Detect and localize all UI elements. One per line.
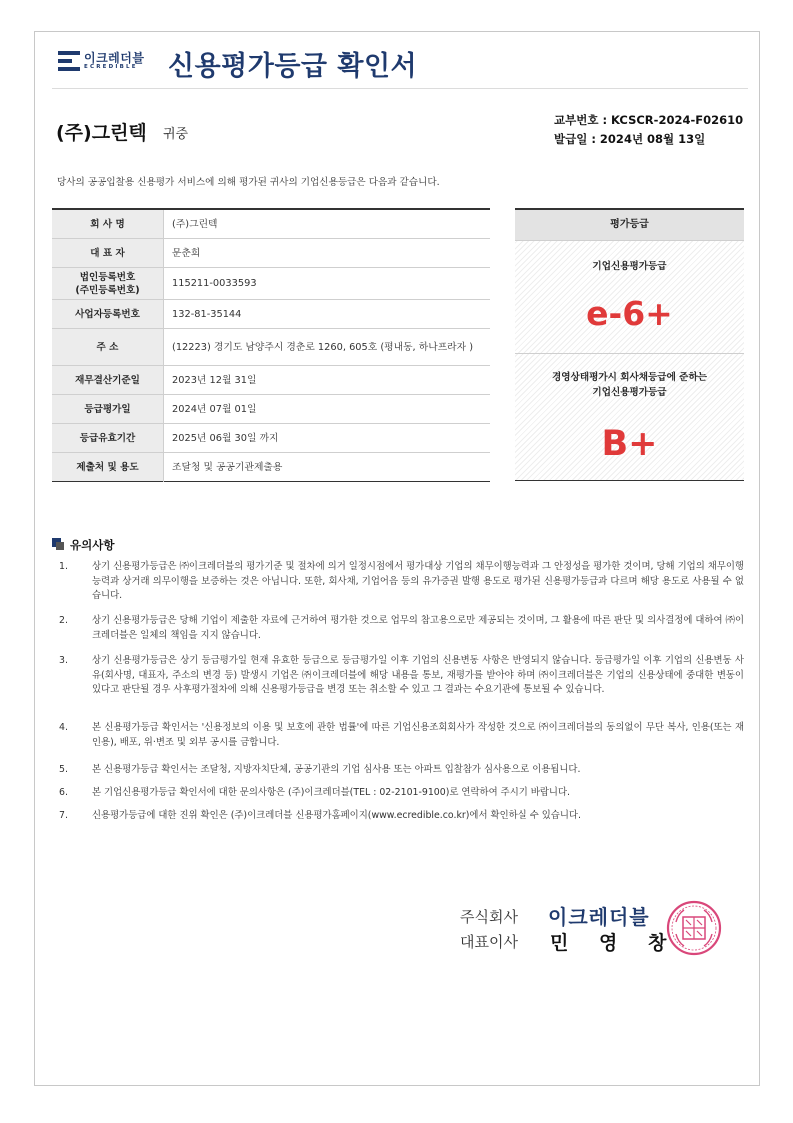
table-row <box>52 424 490 453</box>
table-row <box>52 300 490 329</box>
intro-text: 당사의 공공입찰용 신용평가 서비스에 의해 평가된 귀사의 기업신용등급은 다음과 같습니다. <box>57 177 440 188</box>
issue-date: 발급일 : 2024년 08월 13일 <box>554 132 706 146</box>
fiscal-date-value: 2023년 12월 31일 <box>164 366 491 395</box>
note-number: 2. <box>59 615 68 626</box>
signature-ceo-prefix: 대표이사 <box>460 933 518 951</box>
address-value: (12223) 경기도 남양주시 경춘로 1260, 605호 (평내동, 하나프라자 ) <box>164 329 491 366</box>
rated-date-label: 등급평가일 <box>52 395 164 424</box>
company-name-value: (주)그린텍 <box>164 209 491 239</box>
purpose-value: 조달청 및 공공기관제출용 <box>172 461 283 473</box>
notes-title: 유의사항 <box>70 538 115 552</box>
issue-number: 교부번호 : KCSCR-2024-F02610 <box>554 113 744 127</box>
note-text: 본 신용평가등급 확인서는 '신용정보의 이용 및 보호에 관한 법률'에 따른 기업신용조회회사가 작성한 것으로 ㈜이크레더블의 동의없이 무단 복사, 인용(또는 재인용), 배포, 위·변조 및 외부 공시를 금합니다. <box>92 722 744 748</box>
signature-company: 이크레더블 <box>548 905 650 929</box>
ceo-value: 문춘희 <box>164 239 491 268</box>
logo-mark-icon <box>58 51 80 71</box>
note-text: 상기 신용평가등급은 당해 기업이 제출한 자료에 근거하여 평가한 것으로 업무의 참고용으로만 제공되는 것이며, 그 활용에 따른 판단 및 의사결정에 대하여 ㈜이크레더블은 일체의 책임을 지지 않습니다. <box>92 615 744 641</box>
note-number: 3. <box>59 655 68 666</box>
company-info-table <box>52 208 490 482</box>
recipient-name: (주)그린텍 <box>56 122 147 144</box>
table-row <box>52 268 490 300</box>
fiscal-date-label: 재무결산기준일 <box>52 366 164 395</box>
table-row <box>52 453 490 482</box>
notes-square-icon <box>52 538 64 550</box>
note-number: 7. <box>59 810 68 821</box>
rating-box <box>515 208 744 481</box>
ceo-label: 대 표 자 <box>52 239 164 268</box>
note-number: 1. <box>59 561 68 572</box>
signature-corp-prefix: 주식회사 <box>460 908 518 926</box>
note-text: 본 신용평가등급 확인서는 조달청, 지방자치단체, 공공기관의 기업 심사용 또는 아파트 입찰참가 심사용으로 이용됩니다. <box>92 764 581 775</box>
purpose-label: 제출처 및 용도 <box>52 453 164 482</box>
table-row <box>52 395 490 424</box>
note-text: 상기 신용평가등급은 ㈜이크레더블의 평가기준 및 절차에 의거 일정시점에서 평가대상 기업의 채무이행능력과 그 안정성을 평가한 것이며, 당해 기업의 채무이행능력과 상거래 의무이행을 보증하는 것은 아닙니다. 또한, 회사채, 기업어음 등의 유가증권 발행 용도로 평가된 신용평가등급과 다르며 해당 용도로 사용될 수 없습니다. <box>92 561 744 602</box>
note-number: 5. <box>59 764 68 775</box>
corp-no-label-line1: 법인등록번호 <box>79 271 136 283</box>
table-row <box>52 209 490 239</box>
corp-no-value: 115211-0033593 <box>164 268 491 300</box>
header-divider <box>52 88 748 89</box>
document-title: 신용평가등급 확인서 <box>168 51 418 82</box>
bond-equivalent-label <box>515 370 744 400</box>
signature-ceo-name: 민 영 창 <box>550 932 679 954</box>
table-row <box>52 366 490 395</box>
credit-rating-grade: e-6+ <box>586 294 673 333</box>
logo-subtext: ECREDIBLE <box>84 64 138 70</box>
bond-equivalent-grade: B+ <box>601 424 658 464</box>
table-row <box>52 239 490 268</box>
rated-date-value: 2024년 07월 01일 <box>164 395 491 424</box>
corp-no-label <box>52 268 164 300</box>
logo-text: 이크레더블 <box>84 51 145 65</box>
biz-no-label: 사업자등록번호 <box>52 300 164 329</box>
corp-no-label-line2: (주민등록번호) <box>75 284 140 296</box>
note-text: 본 기업신용평가등급 확인서에 대한 문의사항은 (주)이크레더블(TEL : 02-2101-9100)로 연락하여 주시기 바랍니다. <box>92 787 570 798</box>
note-text: 신용평가등급에 대한 진위 확인은 (주)이크레더블 신용평가홈페이지(www.ecredible.co.kr)에서 확인하실 수 있습니다. <box>92 810 581 821</box>
company-logo <box>58 49 152 73</box>
note-text: 상기 신용평가등급은 상기 등급평가일 현재 유효한 등급으로 등급평가일 이후 기업의 신용변동 사항은 반영되지 않습니다. 등급평가일 이후 기업의 신용변동 사유(회사명, 대표자, 주소의 변경 등) 발생시 기업은 ㈜이크레더블에 해당 내용을 통보, 재평가를 받아야 하며 ㈜이크레더블은 기업의 신용상태에 중대한 변동이 있다고 판단될 경우 사후평가절차에 의해 신용평가등급을 변경 또는 취소할 수 있고 그 결과는 수요기관에 통보될 수 있습니다. <box>92 655 744 696</box>
company-name-label: 회 사 명 <box>52 209 164 239</box>
address-label: 주 소 <box>52 329 164 366</box>
biz-no-value: 132-81-35144 <box>164 300 491 329</box>
credit-rating-label: 기업신용평가등급 <box>592 261 667 272</box>
validity-label: 등급유효기간 <box>52 424 164 453</box>
notes-heading <box>52 537 114 553</box>
note-number: 6. <box>59 787 68 798</box>
bond-equivalent-label-line2: 기업신용평가등급 <box>592 387 667 398</box>
rating-divider <box>515 353 744 354</box>
bond-equivalent-label-line1: 경영상태평가시 회사채등급에 준하는 <box>552 372 707 383</box>
note-number: 4. <box>59 722 68 733</box>
table-row <box>52 329 490 366</box>
rating-header: 평가등급 <box>515 210 744 241</box>
recipient-suffix: 귀중 <box>163 127 189 142</box>
company-seal-icon <box>666 900 722 956</box>
validity-value: 2025년 06월 30일 까지 <box>164 424 491 453</box>
